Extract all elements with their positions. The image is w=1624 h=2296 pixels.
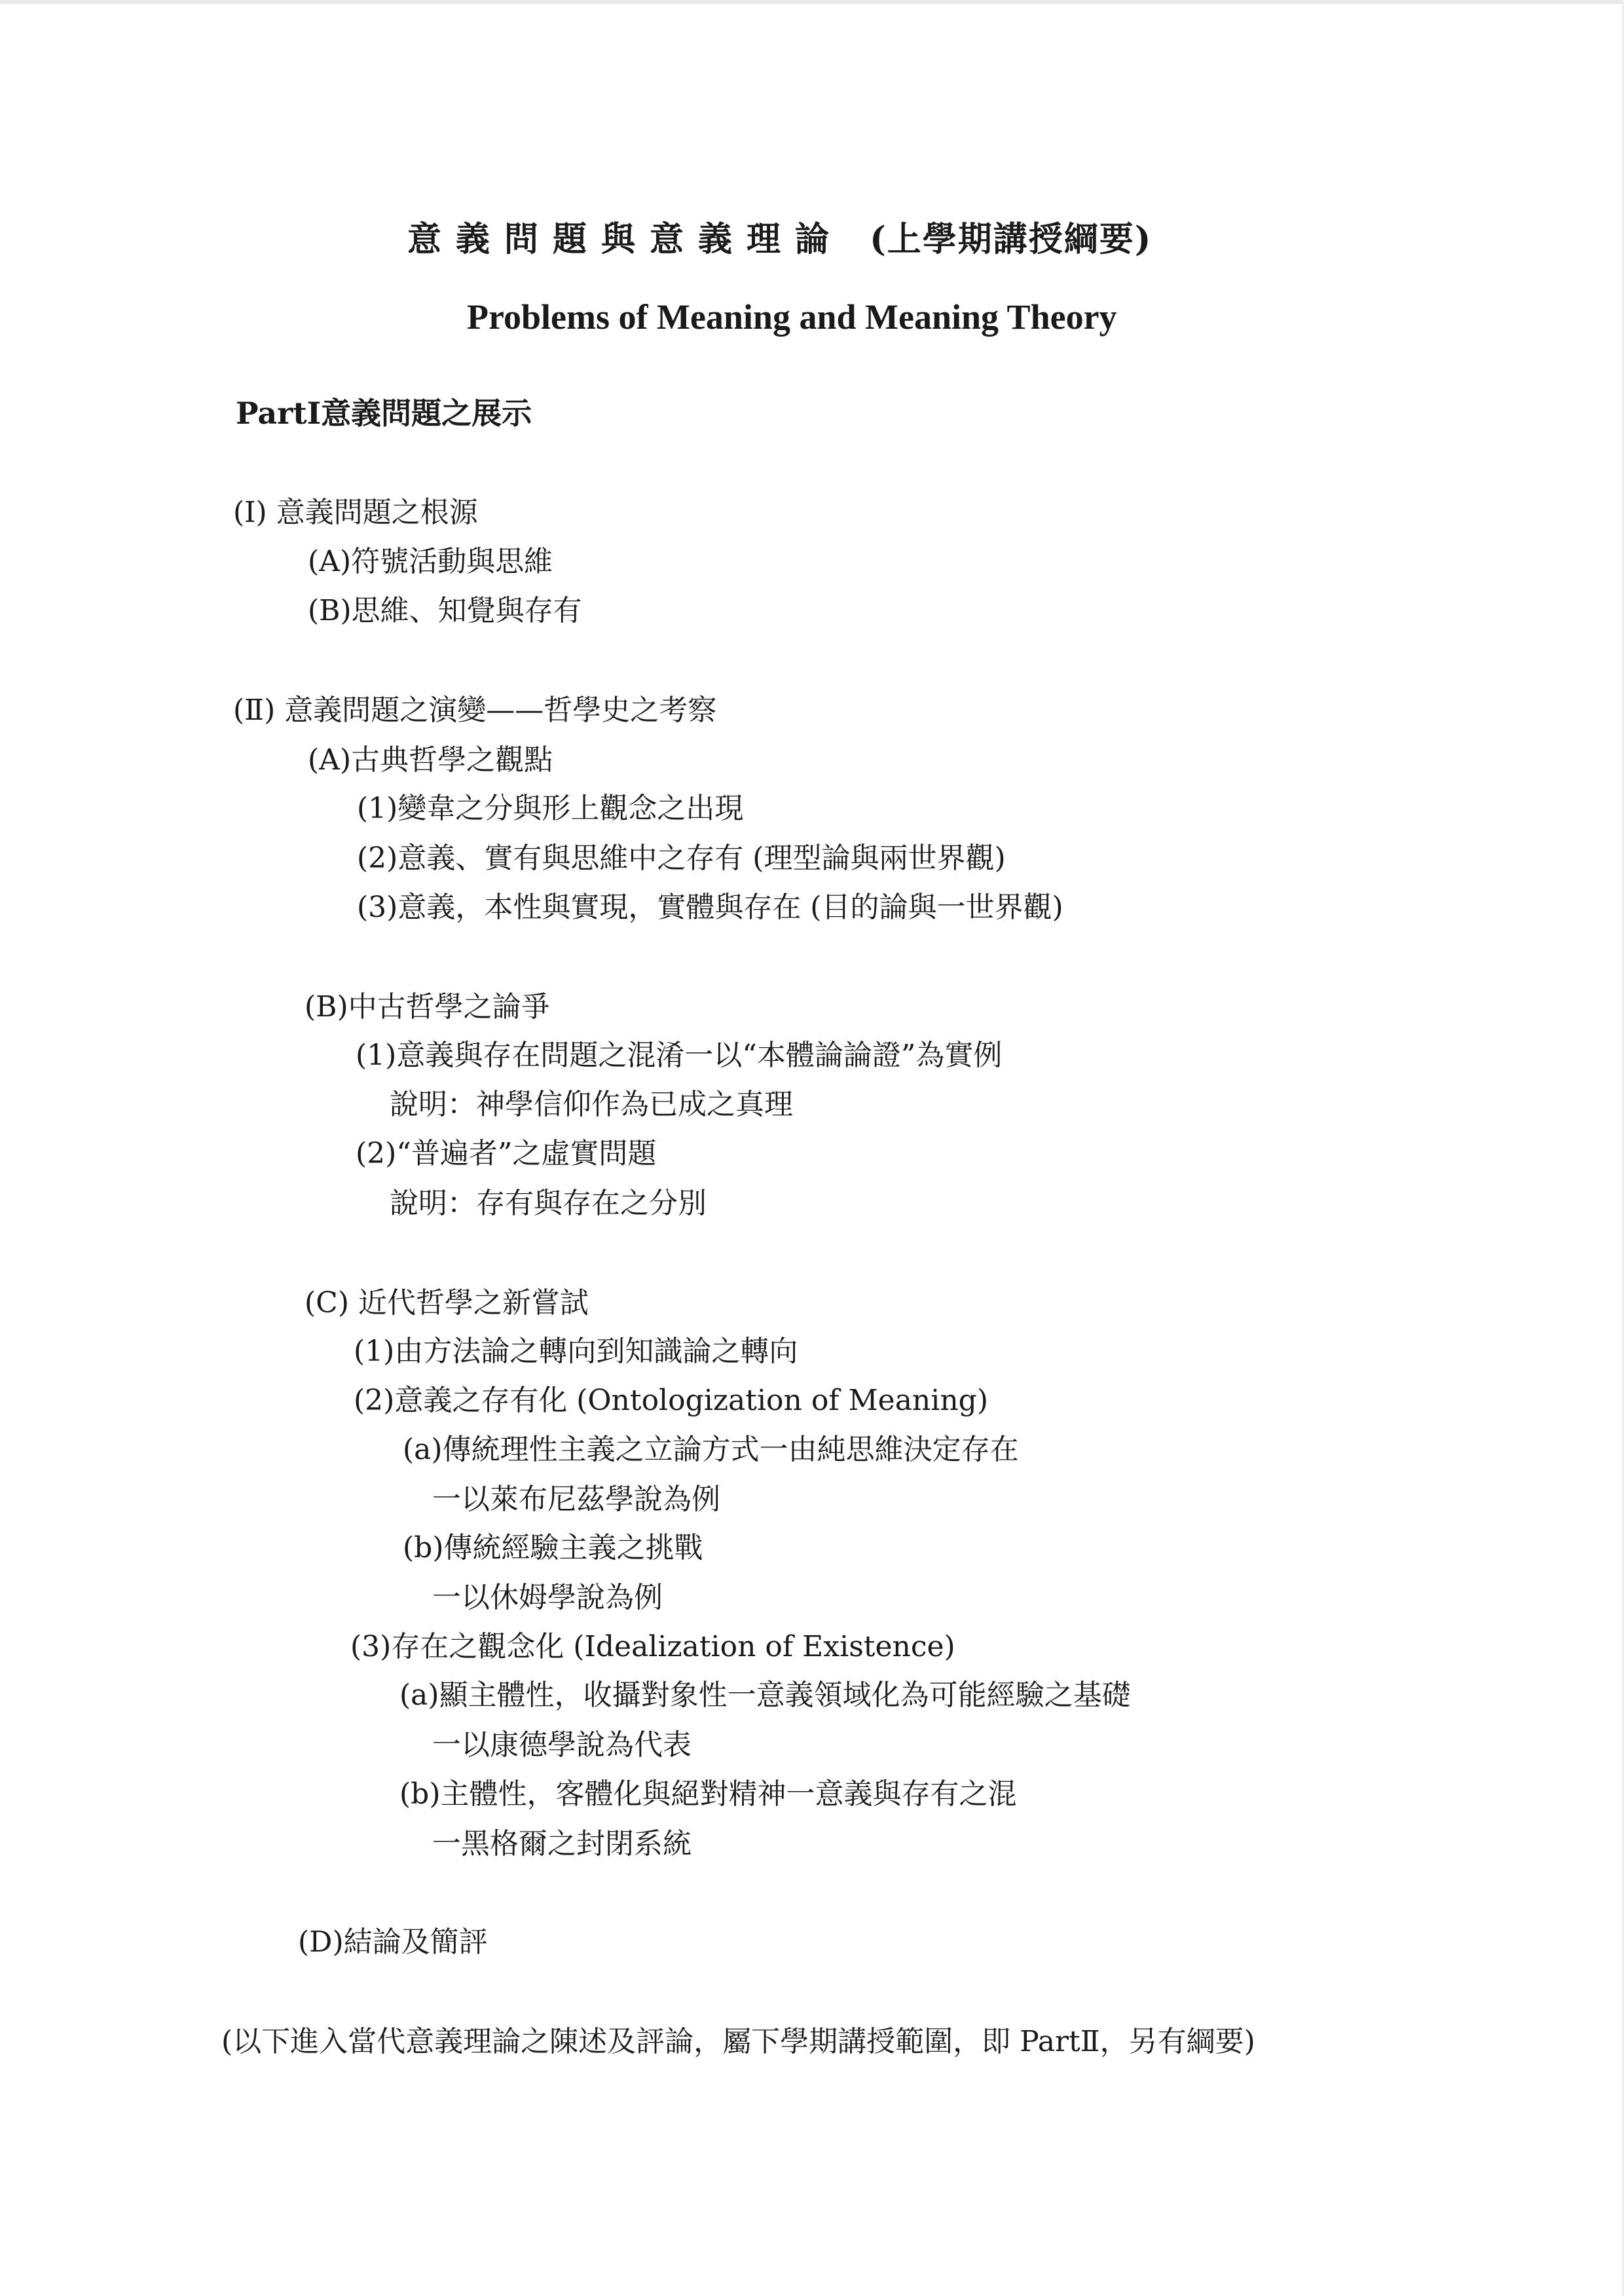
section-2C-item-2: (2)意義之存有化 (Ontologization of Meaning)	[354, 1384, 989, 1417]
section-1-heading: (Ⅰ) 意義問題之根源	[233, 496, 478, 529]
title-english: Problems of Meaning and Meaning Theory	[467, 297, 1117, 337]
section-2B-item-1: (1)意義與存在問題之混淆一以“本體論論證”為實例	[356, 1039, 1003, 1072]
section-2A-item-2: (2)意義、實有與思維中之存有 (理型論與兩世界觀)	[357, 842, 1006, 875]
section-2C-item-2b-note: 一以休姆學說為例	[432, 1581, 663, 1614]
section-2B-item-1-note: 說明：神學信仰作為已成之真理	[390, 1088, 793, 1121]
section-2C-heading: (C) 近代哲學之新嘗試	[304, 1286, 589, 1320]
section-2B-item-2: (2)“普遍者”之虛實問題	[356, 1137, 657, 1170]
title-chinese-main: 意義問題與意義理論	[407, 219, 844, 259]
section-2A-item-3: (3)意義，本性與實現，實體與存在 (目的論與一世界觀)	[357, 891, 1063, 924]
section-2C-item-2b: (b)傳統經驗主義之挑戰	[403, 1531, 703, 1565]
section-2A-item-1: (1)變韋之分與形上觀念之出現	[357, 792, 744, 825]
section-2D-heading: (D)結論及簡評	[298, 1925, 488, 1959]
part-one-heading: PartⅠ意義問題之展示	[236, 396, 532, 431]
section-1-item-a: (A)符號活動與思維	[308, 545, 553, 578]
section-2C-item-3a: (a)顯主體性，收攝對象性一意義領域化為可能經驗之基礎	[399, 1678, 1131, 1712]
section-1-item-b: (B)思維、知覺與存有	[308, 594, 582, 627]
section-2B-heading: (B)中古哲學之論爭	[304, 990, 550, 1024]
section-2C-item-1: (1)由方法論之轉向到知識論之轉向	[354, 1335, 798, 1368]
section-2C-item-2a-note: 一以萊布尼茲學說為例	[432, 1483, 720, 1516]
section-2C-item-3a-note: 一以康德學說為代表	[432, 1728, 692, 1762]
section-2C-item-3b-note: 一黑格爾之封閉系統	[432, 1827, 692, 1861]
section-2C-item-2a: (a)傳統理性主義之立論方式一由純思維決定存在	[403, 1433, 1019, 1466]
section-2-heading: (Ⅱ) 意義問題之演變——哲學史之考察	[233, 694, 717, 727]
title-chinese	[407, 221, 1152, 258]
scan-edge-top	[0, 0, 1624, 4]
section-2A-heading: (A)古典哲學之觀點	[308, 743, 553, 777]
title-chinese-suffix: (上學期講授綱要)	[870, 219, 1153, 259]
section-2C-item-3: (3)存在之觀念化 (Idealization of Existence)	[350, 1630, 955, 1663]
footer-note: (以下進入當代意義理論之陳述及評論，屬下學期講授範圍，即 PartⅡ，另有綱要)	[221, 2025, 1255, 2058]
section-2B-item-2-note: 說明：存有與存在之分別	[390, 1187, 707, 1220]
section-2C-item-3b: (b)主體性，客體化與絕對精神一意義與存有之混	[399, 1777, 1017, 1811]
